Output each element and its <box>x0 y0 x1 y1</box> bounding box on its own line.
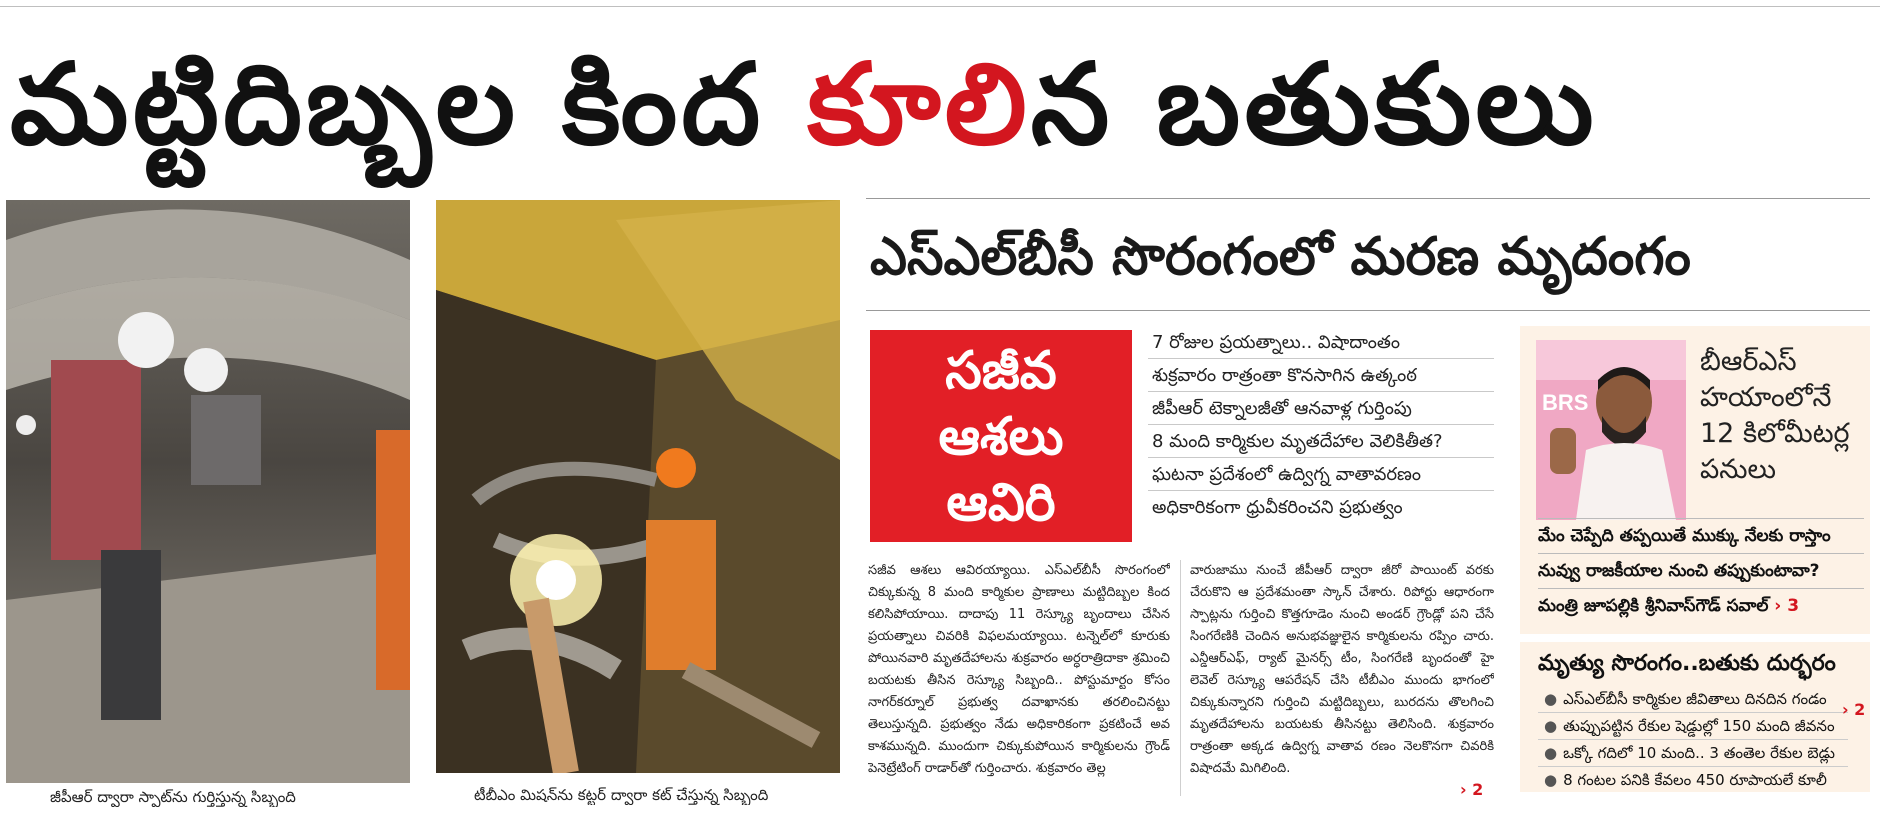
list-item <box>1538 767 1848 793</box>
sidebar-title-line: బీఆర్ఎస్ <box>1700 346 1797 377</box>
red-box-line-3: ఆవిరి <box>946 473 1056 533</box>
red-box-line-2: ఆశలు <box>938 407 1064 467</box>
sidebar-quote: నువ్వు రాజకీయాల నుంచి తప్పుకుంటావా? <box>1538 553 1864 588</box>
main-headline <box>10 20 1870 190</box>
photo-rescue-workers-image <box>6 200 410 783</box>
sidebar-byline <box>1538 588 1864 623</box>
key-point: 8 మంది కార్మికుల మృతదేహాల వెలికితీత? <box>1148 425 1494 458</box>
key-point: జీపీఆర్ టెక్నాలజీతో ఆనవాళ్ల గుర్తింపు <box>1148 392 1494 425</box>
key-point: 7 రోజుల ప్రయత్నాలు.. విషాదాంతం <box>1148 326 1494 359</box>
photo-caption-left: జీపీఆర్ ద్వారా స్పాట్‌ను గుర్తిస్తున్న సిబ్బంది <box>50 788 296 806</box>
subhead-bottom-rule <box>866 310 1870 311</box>
sidebar-quote: మేం చెప్పేది తప్పయితే ముక్కు నేలకు రాస్తాం <box>1538 518 1864 553</box>
brs-speaker-image <box>1536 340 1686 520</box>
headline-red-part: కూలి <box>807 40 1031 170</box>
sidebar-page-ref[interactable]: › 3 <box>1774 596 1800 616</box>
sidebar-title-line: పనులు <box>1700 454 1776 485</box>
brs-badge: BRS <box>1542 390 1589 415</box>
list-item-text: ఎస్ఎల్‌బీసీ కార్మికుల జీవితాలు దినదిన గండం <box>1563 690 1827 708</box>
bullet-icon: ● <box>1544 771 1558 789</box>
sidebar-brs-quotes <box>1538 518 1864 623</box>
key-points-list <box>1148 326 1494 523</box>
red-highlight-box <box>870 330 1132 542</box>
headline-part2: న బతుకులు <box>1030 40 1598 170</box>
photo-rescue-workers <box>6 200 410 783</box>
bullet-icon: ● <box>1544 690 1558 708</box>
key-point: ఘటనా ప్రదేశంలో ఉద్విగ్న వాతావరణం <box>1148 458 1494 491</box>
photo-tbm-cutting-image <box>436 200 840 773</box>
byline-text: మంత్రి జూపల్లికి శ్రీనివాస్‌గౌడ్ సవాల్ <box>1538 596 1769 616</box>
sub-headline: ఎస్ఎల్‌బీసీ సొరంగంలో మరణ మృదంగం <box>870 227 1691 287</box>
sidebar-title-line: హయాంలోనే <box>1700 382 1832 413</box>
list-item <box>1538 686 1848 713</box>
headline-part1: మట్టిదిబ్బల కింద <box>10 40 808 170</box>
bullet-icon: ● <box>1544 744 1558 762</box>
list-item-text: 8 గంటల పనికి కేవలం 450 రూపాయలే కూలీ <box>1563 771 1827 789</box>
list-item-text: ఒక్కో గదిలో 10 మంది.. 3 తంతెల రేకుల బెడ్లు <box>1563 744 1835 762</box>
key-point: అధికారికంగా ధ్రువీకరించని ప్రభుత్వం <box>1152 497 1403 518</box>
red-box-line-1: సజీవ <box>945 341 1057 401</box>
sidebar-tunnel-title: మృత్యు సొరంగం..బతుకు దుర్భరం <box>1538 651 1836 676</box>
sidebar-tunnel-list <box>1538 686 1848 793</box>
article-column-2: వారుజాము నుంచే జీపీఆర్ ద్వారా జీరో పాయింట్ వరకు చేరుకొని ఆ ప్రదేశమంతా స్కాన్ చేశారు. రిపోర్టు ఆధారంగా స్పాట్లను గుర్తించి కొత్తగూడెం నుంచి అండర్ గ్రౌండ్లో పని చేసే సింగరేణికి చెందిన అనుభవజ్ఞులైన కార్మికులను రప్పిం చారు. ఎన్డీఆర్ఎఫ్, ర్యాట్ మైనర్స్ టీం, సింగరేణి బృందంతో హై లెవెల్ రెస్క్యూ ఆపరేషన్ చేసి టీబీఎం ముందు భాగంలో చిక్కుకున్నారని గుర్తించి మట్టిదిబ్బలు, బురదను తొలగించి మృతదేహాలను బయటకు తీసినట్టు తెలిసింది. శుక్రవారం రాత్రంతా అక్కడ ఉద్విగ్న వాతావ రణం నెలకొనగా చివరికి విషాదమే మిగిలింది. <box>1190 563 1494 776</box>
column-divider <box>1180 560 1181 796</box>
key-point: శుక్రవారం రాత్రంతా కొనసాగిన ఉత్కంఠ <box>1148 359 1494 392</box>
brs-speaker-photo <box>1536 340 1686 520</box>
top-rule <box>0 6 1880 7</box>
article-page-ref[interactable]: › 2 <box>1460 780 1484 799</box>
subhead-top-rule <box>866 198 1870 199</box>
list-item <box>1538 740 1848 767</box>
photo-caption-right: టీబీఎం మిషన్‌ను కట్టర్ ద్వారా కట్ చేస్తున్న సిబ్బంది <box>474 786 769 804</box>
bullet-icon: ● <box>1544 717 1558 735</box>
article-column-1: సజీవ ఆశలు ఆవిరయ్యాయి. ఎస్ఎల్‌బీసీ సొరంగంలో చిక్కుకున్న 8 మంది కార్మికుల ప్రాణాలు మట్టిదిబ్బల కింద కలిసిపోయాయి. దాదాపు 11 రెస్క్యూ బృందాలు చేసిన ప్రయత్నాలు చివరికి విఫలమయ్యాయి. టన్నెల్‌లో కూరుకు పోయినవారి మృతదేహాలను శుక్రవారం అర్ధరాత్రిదాకా శ్రమించి బయటకు తీసిన రెస్క్యూ సిబ్బంది.. పోస్టుమార్టం కోసం నాగర్‌కర్నూల్ ప్రభుత్వ దవాఖానకు తరలించినట్టు తెలుస్తున్నది. ప్రభుత్వం నేడు అధికారికంగా ప్రకటించే అవ కాశమున్నది. ముందుగా చిక్కుకుపోయిన కార్మికులను గ్రౌండ్ పెనెట్రేటింగ్ రాడార్‌తో గుర్తించారు. శుక్రవారం తెల్ల <box>868 563 1170 776</box>
photo-tbm-cutting <box>436 200 840 773</box>
list-item-text: తుప్పుపట్టిన రేకుల షెడ్డుల్లో 150 మంది జీవనం <box>1563 717 1835 735</box>
sidebar-brs-title <box>1700 344 1866 488</box>
list-item <box>1538 713 1848 740</box>
sidebar2-page-ref[interactable]: › 2 <box>1842 700 1866 719</box>
sidebar-title-line: 12 కిలోమీటర్ల <box>1700 418 1850 449</box>
